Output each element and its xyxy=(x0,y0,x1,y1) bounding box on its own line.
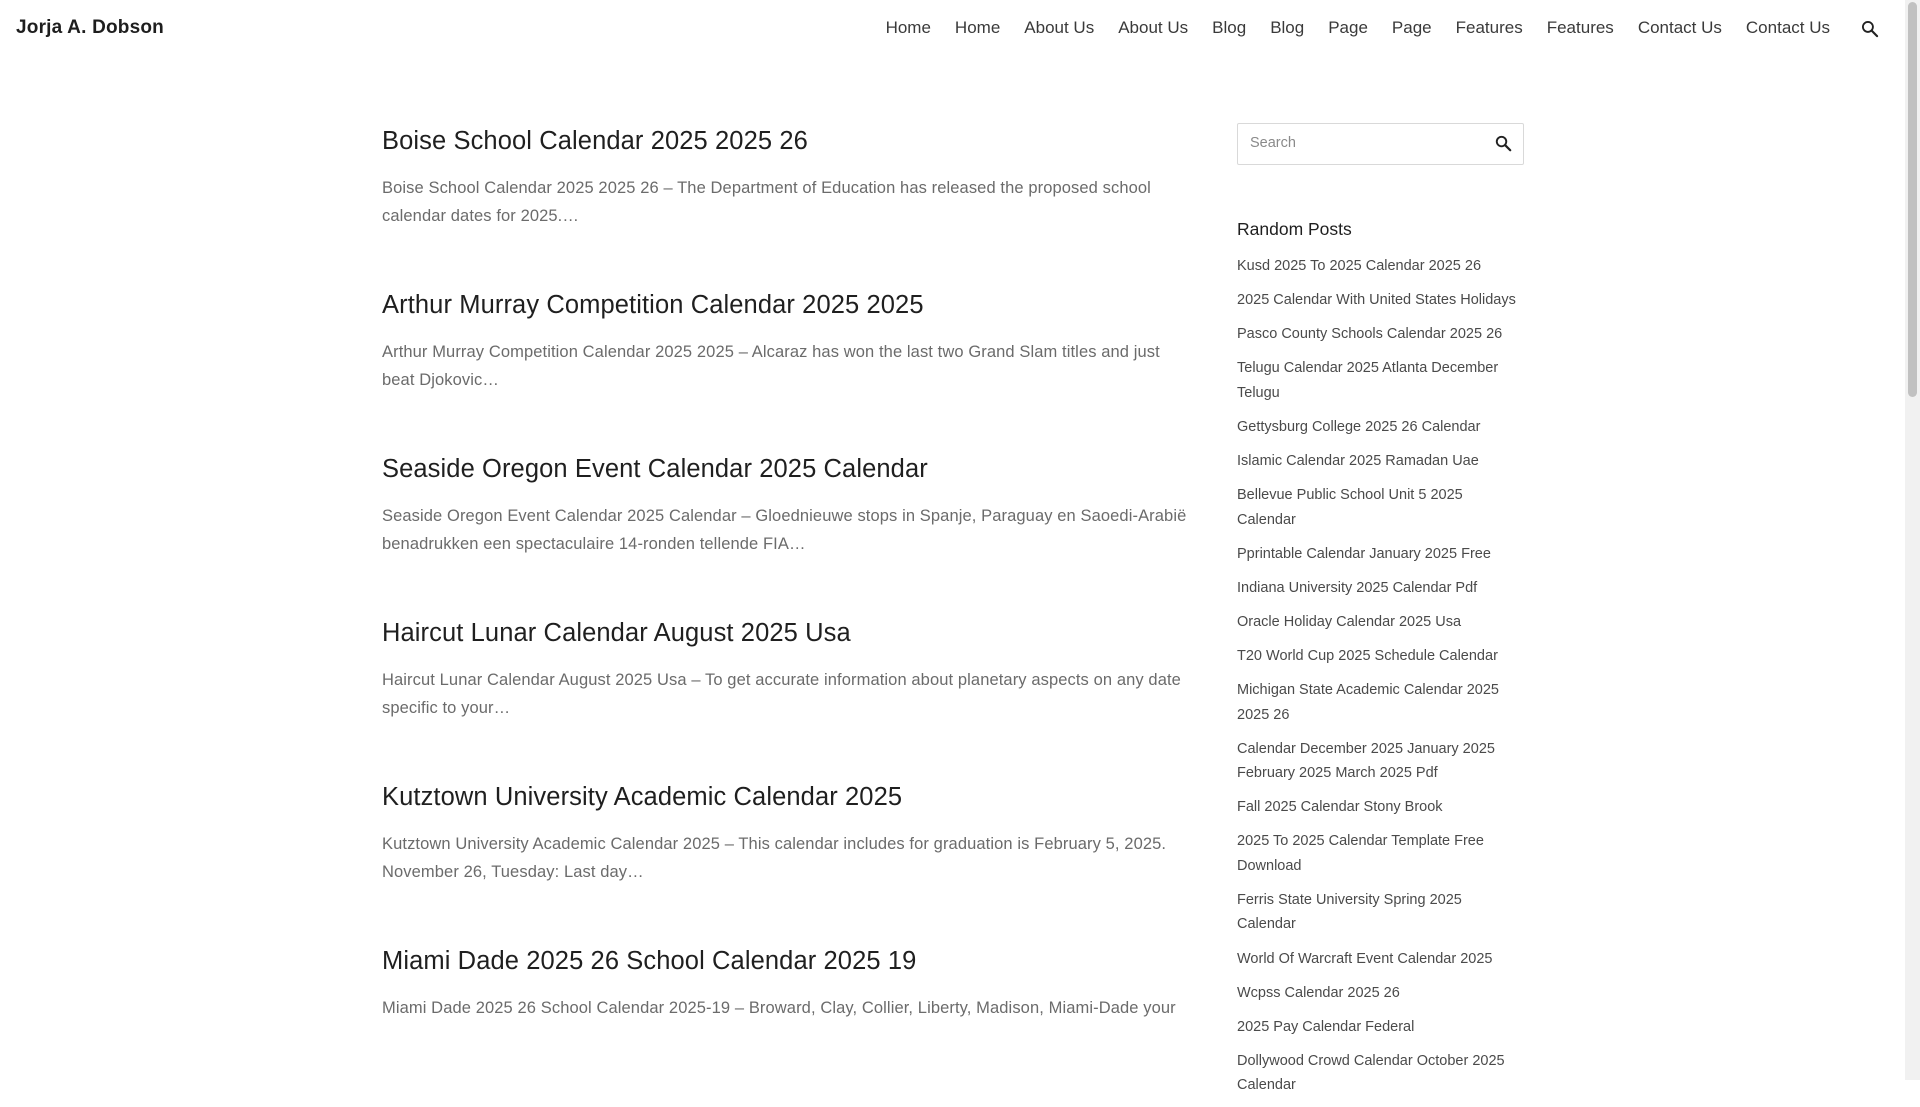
sidebar xyxy=(1237,123,1524,1107)
nav-item-page[interactable]: Page xyxy=(1391,18,1432,37)
post-title-link[interactable]: Miami Dade 2025 26 School Calendar 2025 19 xyxy=(382,947,917,975)
post-excerpt: Haircut Lunar Calendar August 2025 Usa – To get accurate information about planetary aspects on any date specific to your… xyxy=(382,671,1181,717)
page-scrollbar[interactable] xyxy=(1905,0,1920,1080)
random-post-link[interactable]: Indiana University 2025 Calendar Pdf xyxy=(1237,579,1478,596)
random-post-link[interactable]: World Of Warcraft Event Calendar 2025 xyxy=(1237,950,1493,967)
nav-item-home[interactable]: Home xyxy=(885,18,931,37)
nav-item-page[interactable]: Page xyxy=(1328,18,1368,37)
random-post-link[interactable]: Wcpss Calendar 2025 26 xyxy=(1237,984,1400,1001)
random-post-link[interactable]: Telugu Calendar 2025 Atlanta December Telugu xyxy=(1237,360,1499,401)
nav-item-blog[interactable]: Blog xyxy=(1270,18,1305,37)
post-title-link[interactable]: Kutztown University Academic Calendar 2025 xyxy=(382,783,903,811)
nav-item-home[interactable]: Home xyxy=(954,18,1001,37)
post-item xyxy=(382,780,1192,886)
post-item xyxy=(382,288,1192,394)
nav-item-blog[interactable]: Blog xyxy=(1212,18,1247,37)
random-post-link[interactable]: Michigan State Academic Calendar 2025 2025 26 xyxy=(1237,682,1499,723)
post-item xyxy=(382,616,1192,722)
random-post-link[interactable]: Ferris State University Spring 2025 Calendar xyxy=(1237,891,1462,933)
scrollbar-thumb[interactable] xyxy=(1908,2,1917,397)
search-input[interactable] xyxy=(1238,124,1490,162)
random-post-link[interactable]: 2025 To 2025 Calendar Template Free Download xyxy=(1237,833,1484,874)
post-title-link[interactable]: Haircut Lunar Calendar August 2025 Usa xyxy=(382,619,851,647)
random-post-link[interactable]: Pprintable Calendar January 2025 Free xyxy=(1237,545,1491,562)
random-post-link[interactable]: Fall 2025 Calendar Stony Brook xyxy=(1237,799,1443,816)
posts-list xyxy=(382,100,1192,1080)
search-icon[interactable] xyxy=(1494,134,1513,153)
site-header xyxy=(0,0,1905,58)
post-item xyxy=(382,452,1192,558)
post-excerpt: Kutztown University Academic Calendar 2025 – This calendar includes for graduation is February 5, 2025. November 26, Tuesday: Last day… xyxy=(382,835,1167,881)
random-post-link[interactable]: Calendar December 2025 January 2025 February 2025 March 2025 Pdf xyxy=(1237,740,1495,782)
post-excerpt: Boise School Calendar 2025 2025 26 – The Department of Education has released the proposed school calendar dates for 2025.… xyxy=(382,179,1151,225)
random-post-link[interactable]: Islamic Calendar 2025 Ramadan Uae xyxy=(1237,452,1479,469)
random-post-link[interactable]: Pasco County Schools Calendar 2025 26 xyxy=(1237,326,1503,343)
sidebar-search-box xyxy=(1237,123,1524,165)
post-title-link[interactable]: Boise School Calendar 2025 2025 26 xyxy=(382,127,808,155)
random-post-link[interactable]: T20 World Cup 2025 Schedule Calendar xyxy=(1237,647,1498,664)
nav-item-features[interactable]: Features xyxy=(1455,18,1523,37)
random-post-link[interactable]: Oracle Holiday Calendar 2025 Usa xyxy=(1237,613,1462,630)
main-nav xyxy=(862,18,1830,38)
nav-item-contact-us[interactable]: Contact Us xyxy=(1745,18,1830,37)
post-title-link[interactable]: Seaside Oregon Event Calendar 2025 Calendar xyxy=(382,455,928,483)
random-post-link[interactable]: 2025 Pay Calendar Federal xyxy=(1237,1018,1415,1035)
random-post-link[interactable]: Kusd 2025 To 2025 Calendar 2025 26 xyxy=(1237,258,1482,274)
nav-item-about-us[interactable]: About Us xyxy=(1024,18,1095,37)
random-post-link[interactable]: Bellevue Public School Unit 5 2025 Calendar xyxy=(1237,487,1463,528)
random-post-link[interactable]: Gettysburg College 2025 26 Calendar xyxy=(1237,418,1481,435)
nav-item-features[interactable]: Features xyxy=(1546,18,1614,37)
post-title-link[interactable]: Arthur Murray Competition Calendar 2025 2025 xyxy=(382,291,924,319)
post-excerpt: Arthur Murray Competition Calendar 2025 2025 – Alcaraz has won the last two Grand Slam titles and just beat Djokovic… xyxy=(382,343,1160,389)
site-title-link[interactable]: Jorja A. Dobson xyxy=(16,17,164,38)
random-posts-heading: Random Posts xyxy=(1237,219,1352,239)
search-icon[interactable] xyxy=(1860,19,1880,39)
random-post-link[interactable]: Dollywood Crowd Calendar October 2025 Calendar xyxy=(1237,1052,1505,1094)
nav-item-about-us[interactable]: About Us xyxy=(1118,18,1189,37)
post-item xyxy=(382,944,1192,1022)
random-post-link[interactable]: 2025 Calendar With United States Holidays xyxy=(1237,292,1516,309)
post-item xyxy=(382,124,1192,230)
random-posts-list xyxy=(1237,254,1524,1098)
post-excerpt: Seaside Oregon Event Calendar 2025 Calendar – Gloednieuwe stops in Spanje, Paraguay en Saoedi-Arabië benadrukken een spectaculaire 14-ronden tellende FIA… xyxy=(382,507,1187,553)
post-excerpt: Miami Dade 2025 26 School Calendar 2025-19 – Broward, Clay, Collier, Liberty, Madison, Miami-Dade your xyxy=(382,999,1176,1017)
nav-item-contact-us[interactable]: Contact Us xyxy=(1637,18,1722,37)
